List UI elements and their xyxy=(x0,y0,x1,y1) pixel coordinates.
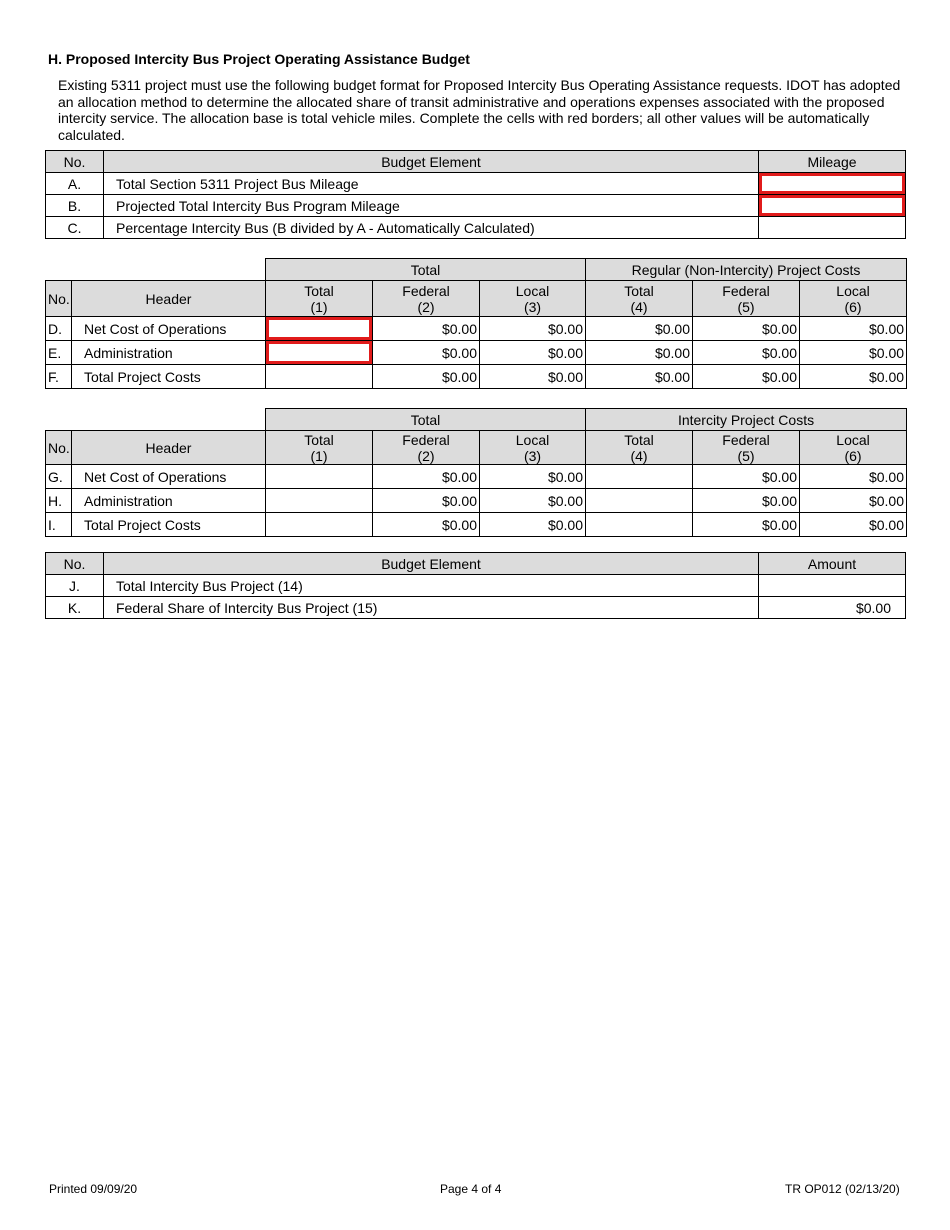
col-element-header: Budget Element xyxy=(104,553,759,575)
total-intercity-project-value xyxy=(759,575,906,597)
row-label: Total Section 5311 Project Bus Mileage xyxy=(104,173,759,195)
cell-value xyxy=(266,489,373,513)
row-no: I. xyxy=(46,513,72,537)
cell-value: $0.00 xyxy=(480,489,586,513)
col-local-6-header: Local (6) xyxy=(800,431,907,465)
cell-value: $0.00 xyxy=(480,341,586,365)
col-no-header: No. xyxy=(46,431,72,465)
table-row xyxy=(46,173,906,195)
cell-value: $0.00 xyxy=(480,465,586,489)
cell-value: $0.00 xyxy=(693,365,800,389)
col-federal-2-header: Federal (2) xyxy=(373,431,480,465)
net-cost-operations-total-input[interactable] xyxy=(266,317,373,341)
col-no-header: No. xyxy=(46,553,104,575)
col-header-header: Header xyxy=(72,431,266,465)
intercity-mileage-input[interactable] xyxy=(759,195,906,217)
col-total-4-header: Total (4) xyxy=(586,281,693,317)
cell-value: $0.00 xyxy=(800,489,907,513)
cell-value: $0.00 xyxy=(586,341,693,365)
row-label: Total Intercity Bus Project (14) xyxy=(104,575,759,597)
section-title: H. Proposed Intercity Bus Project Operating Assistance Budget xyxy=(48,51,470,67)
col-total-1-header: Total (1) xyxy=(266,281,373,317)
col-element-header: Budget Element xyxy=(104,151,759,173)
row-label: Percentage Intercity Bus (B divided by A - Automatically Calculated) xyxy=(104,217,759,239)
cell-value xyxy=(586,465,693,489)
cell-value: $0.00 xyxy=(693,341,800,365)
administration-total-input[interactable] xyxy=(266,341,373,365)
footer-printed-date: Printed 09/09/20 xyxy=(49,1182,138,1196)
col-federal-2-header: Federal (2) xyxy=(373,281,480,317)
intercity-costs-table xyxy=(45,408,907,537)
row-label: Total Project Costs xyxy=(72,365,266,389)
row-label: Federal Share of Intercity Bus Project (15) xyxy=(104,597,759,619)
table-row xyxy=(46,513,907,537)
col-amount-header: Amount xyxy=(759,553,906,575)
col-local-6-header: Local (6) xyxy=(800,281,907,317)
cell-value: $0.00 xyxy=(480,513,586,537)
group-regular-header: Regular (Non-Intercity) Project Costs xyxy=(586,259,907,281)
row-no: H. xyxy=(46,489,72,513)
row-no: J. xyxy=(46,575,104,597)
row-no: B. xyxy=(46,195,104,217)
cell-value xyxy=(266,365,373,389)
total-5311-mileage-input[interactable] xyxy=(759,173,906,195)
row-no: C. xyxy=(46,217,104,239)
row-label: Total Project Costs xyxy=(72,513,266,537)
row-label: Administration xyxy=(72,489,266,513)
col-mileage-header: Mileage xyxy=(759,151,906,173)
col-local-3-header: Local (3) xyxy=(480,431,586,465)
cell-value: $0.00 xyxy=(480,365,586,389)
col-total-4-header: Total (4) xyxy=(586,431,693,465)
row-no: F. xyxy=(46,365,72,389)
cell-value xyxy=(586,513,693,537)
table-row xyxy=(46,217,906,239)
footer-form-id: TR OP012 (02/13/20) xyxy=(785,1182,900,1196)
table-row xyxy=(46,341,907,365)
cell-value: $0.00 xyxy=(693,317,800,341)
group-total-header: Total xyxy=(266,409,586,431)
cell-value: $0.00 xyxy=(800,465,907,489)
cell-value: $0.00 xyxy=(373,317,480,341)
row-label: Projected Total Intercity Bus Program Mileage xyxy=(104,195,759,217)
group-intercity-header: Intercity Project Costs xyxy=(586,409,907,431)
row-label: Net Cost of Operations xyxy=(72,317,266,341)
federal-share-value: $0.00 xyxy=(759,597,906,619)
cell-value: $0.00 xyxy=(586,365,693,389)
table-row xyxy=(46,597,906,619)
cell-value: $0.00 xyxy=(373,365,480,389)
cell-value: $0.00 xyxy=(586,317,693,341)
table-row xyxy=(46,575,906,597)
cell-value: $0.00 xyxy=(800,317,907,341)
group-total-header: Total xyxy=(266,259,586,281)
col-federal-5-header: Federal (5) xyxy=(693,281,800,317)
cell-value: $0.00 xyxy=(693,489,800,513)
table-row xyxy=(46,465,907,489)
col-local-3-header: Local (3) xyxy=(480,281,586,317)
mileage-table xyxy=(45,150,906,239)
col-federal-5-header: Federal (5) xyxy=(693,431,800,465)
col-total-1-header: Total (1) xyxy=(266,431,373,465)
cell-value xyxy=(266,465,373,489)
cell-value xyxy=(586,489,693,513)
cell-value: $0.00 xyxy=(800,365,907,389)
row-no: K. xyxy=(46,597,104,619)
amount-table xyxy=(45,552,906,619)
cell-value: $0.00 xyxy=(373,489,480,513)
row-no: G. xyxy=(46,465,72,489)
cell-value: $0.00 xyxy=(480,317,586,341)
row-no: D. xyxy=(46,317,72,341)
footer-page-number: Page 4 of 4 xyxy=(440,1182,502,1196)
cell-value: $0.00 xyxy=(800,341,907,365)
row-label: Administration xyxy=(72,341,266,365)
cell-value: $0.00 xyxy=(693,465,800,489)
col-no-header: No. xyxy=(46,281,72,317)
percentage-intercity-value xyxy=(759,217,906,239)
cell-value: $0.00 xyxy=(373,341,480,365)
table-row xyxy=(46,195,906,217)
row-label: Net Cost of Operations xyxy=(72,465,266,489)
cell-value xyxy=(266,513,373,537)
row-no: A. xyxy=(46,173,104,195)
table-row xyxy=(46,489,907,513)
blank-header-cell xyxy=(46,409,266,431)
cell-value: $0.00 xyxy=(373,513,480,537)
section-intro: Existing 5311 project must use the following budget format for Proposed Intercity Bus Operating Assistance requests. IDOT has adopted an allocation method to determine the allocated share of transit administrative and operations expenses associated with the proposed intercity service. The allocation base is total vehicle miles. Complete the cells with red borders; all other values will be automatically calculated. xyxy=(58,77,901,143)
col-header-header: Header xyxy=(72,281,266,317)
col-no-header: No. xyxy=(46,151,104,173)
cell-value: $0.00 xyxy=(693,513,800,537)
table-row xyxy=(46,317,907,341)
cell-value: $0.00 xyxy=(800,513,907,537)
table-row xyxy=(46,365,907,389)
cell-value: $0.00 xyxy=(373,465,480,489)
blank-header-cell xyxy=(46,259,266,281)
regular-costs-table xyxy=(45,258,907,389)
row-no: E. xyxy=(46,341,72,365)
